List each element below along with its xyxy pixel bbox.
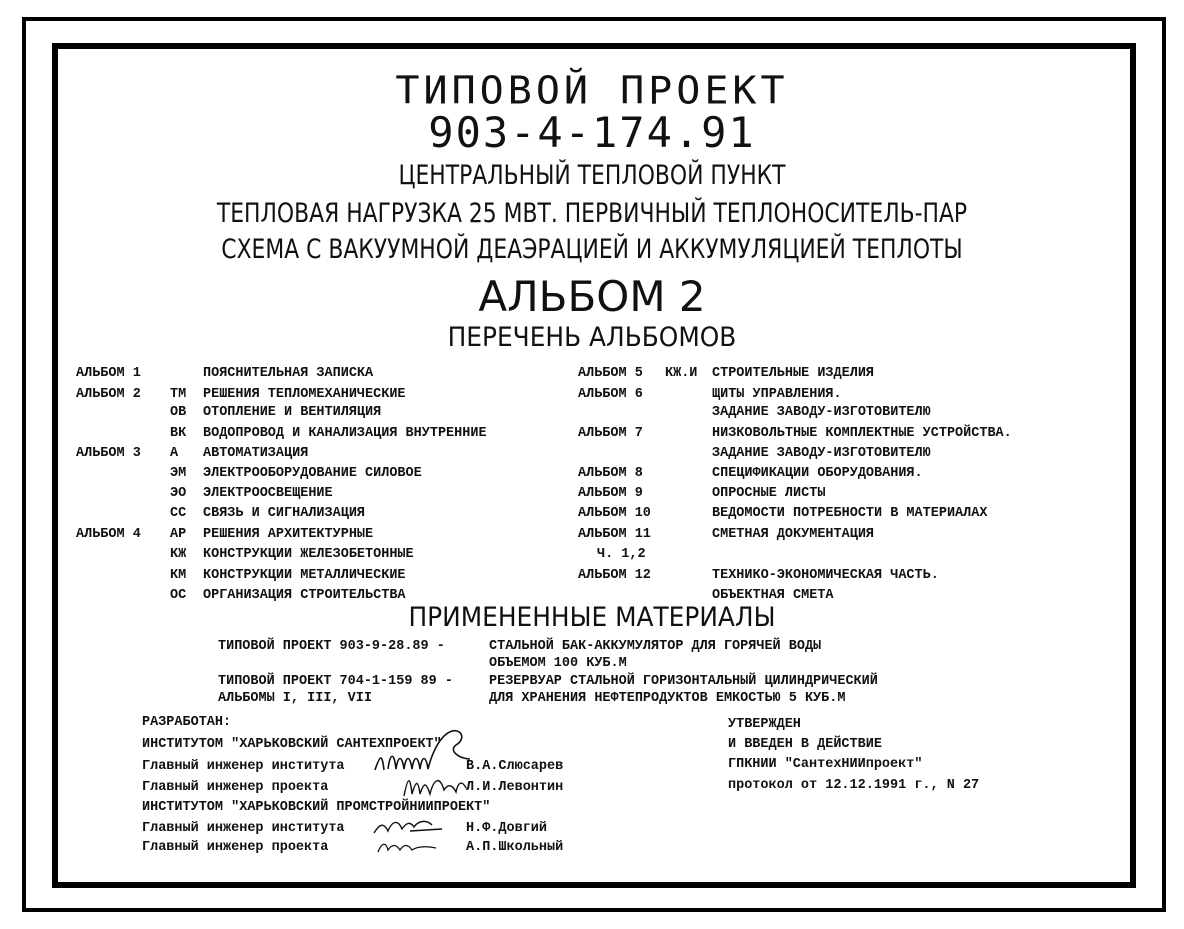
signature-shkolny-image <box>374 836 444 858</box>
role-chief-project-1: Главный инженер проекта <box>142 780 329 795</box>
right-album-title: ЩИТЫ УПРАВЛЕНИЯ. <box>712 387 842 402</box>
left-album-code: КМ <box>170 568 187 583</box>
right-album-title: ОБЪЕКТНАЯ СМЕТА <box>712 588 834 603</box>
right-album-label: Ч. 1,2 <box>597 547 646 562</box>
left-album-title: ПОЯСНИТЕЛЬНАЯ ЗАПИСКА <box>203 366 374 381</box>
left-album-title: РЕШЕНИЯ ТЕПЛОМЕХАНИЧЕСКИЕ <box>203 387 406 402</box>
developed-label: РАЗРАБОТАН: <box>142 715 232 730</box>
right-album-label: АЛЬБОМ 9 <box>578 486 643 501</box>
left-album-title: КОНСТРУКЦИИ МЕТАЛЛИЧЕСКИЕ <box>203 568 406 583</box>
approved-line-3: ГПКНИИ "СантехНИИпроект" <box>728 757 923 772</box>
left-album-title: СВЯЗЬ И СИГНАЛИЗАЦИЯ <box>203 506 366 521</box>
right-album-label: АЛЬБОМ 8 <box>578 466 643 481</box>
left-album-code: КЖ <box>170 547 187 562</box>
left-album-title: ЭЛЕКТРООСВЕЩЕНИЕ <box>203 486 333 501</box>
left-album-title: РЕШЕНИЯ АРХИТЕКТУРНЫЕ <box>203 527 374 542</box>
left-album-title: ВОДОПРОВОД И КАНАЛИЗАЦИЯ ВНУТРЕННИЕ <box>203 426 487 441</box>
right-album-title: НИЗКОВОЛЬТНЫЕ КОМПЛЕКТНЫЕ УСТРОЙСТВА. <box>712 426 1012 441</box>
left-album-title: ОТОПЛЕНИЕ И ВЕНТИЛЯЦИЯ <box>203 405 382 420</box>
albums-list-heading: ПЕРЕЧЕНЬ АЛЬБОМОВ <box>447 322 737 353</box>
album-title: АЛЬБОМ 2 <box>478 272 706 321</box>
right-album-label: АЛЬБОМ 10 <box>578 506 651 521</box>
role-chief-institute-2: Главный инженер института <box>142 821 345 836</box>
subtitle-line-3: СХЕМА С ВАКУУМНОЙ ДЕАЭРАЦИЕЙ И АККУМУЛЯЦИЕЙ ТЕПЛОТЫ <box>221 234 963 265</box>
right-album-label: АЛЬБОМ 7 <box>578 426 643 441</box>
subtitle-line-1: ЦЕНТРАЛЬНЫЙ ТЕПЛОВОЙ ПУНКТ <box>398 160 786 191</box>
right-album-label: АЛЬБОМ 5 <box>578 366 643 381</box>
right-album-title: ЗАДАНИЕ ЗАВОДУ-ИЗГОТОВИТЕЛЮ <box>712 405 931 420</box>
right-album-title: ОПРОСНЫЕ ЛИСТЫ <box>712 486 826 501</box>
name-dovgiy: Н.Ф.Довгий <box>466 821 548 836</box>
subtitle-line-2: ТЕПЛОВАЯ НАГРУЗКА 25 МВТ. ПЕРВИЧНЫЙ ТЕПЛОНОСИТЕЛЬ-ПАР <box>216 198 968 229</box>
material-2-desc-1: РЕЗЕРВУАР СТАЛЬНОЙ ГОРИЗОНТАЛЬНЫЙ ЦИЛИНДРИЧЕСКИЙ <box>489 674 878 689</box>
left-album-code: ЭМ <box>170 466 187 481</box>
left-album-code: СС <box>170 506 187 521</box>
left-album-title: АВТОМАТИЗАЦИЯ <box>203 446 309 461</box>
project-number: 903-4-174.91 <box>428 108 756 157</box>
left-album-code: ЭО <box>170 486 187 501</box>
material-2-project: ТИПОВОЙ ПРОЕКТ 704-1-159 89 - <box>218 674 453 689</box>
material-1-desc-2: ОБЪЕМОМ 100 КУБ.М <box>489 656 627 671</box>
left-album-code: ВК <box>170 426 187 441</box>
name-levontin: Л.И.Левонтин <box>466 780 564 795</box>
approved-line-2: И ВВЕДЕН В ДЕЙСТВИЕ <box>728 737 882 752</box>
material-2-albums: АЛЬБОМЫ I, III, VII <box>218 691 372 706</box>
left-album-label: АЛЬБОМ 3 <box>76 446 141 461</box>
signature-sliusarev-image <box>370 725 480 775</box>
name-shkolny: А.П.Школьный <box>466 840 564 855</box>
left-album-code: АР <box>170 527 187 542</box>
left-album-title: ЭЛЕКТРООБОРУДОВАНИЕ СИЛОВОЕ <box>203 466 422 481</box>
developer-org-1: ИНСТИТУТОМ "ХАРЬКОВСКИЙ САНТЕХПРОЕКТ" <box>142 737 442 752</box>
right-album-label: АЛЬБОМ 11 <box>578 527 651 542</box>
left-album-label: АЛЬБОМ 2 <box>76 387 141 402</box>
role-chief-institute-1: Главный инженер института <box>142 759 345 774</box>
left-album-title: КОНСТРУКЦИИ ЖЕЛЕЗОБЕТОННЫЕ <box>203 547 414 562</box>
approved-line-1: УТВЕРЖДЕН <box>728 717 801 732</box>
signature-levontin-image <box>400 770 470 800</box>
left-album-code: А <box>170 446 179 461</box>
right-album-title: СМЕТНАЯ ДОКУМЕНТАЦИЯ <box>712 527 875 542</box>
developer-org-2: ИНСТИТУТОМ "ХАРЬКОВСКИЙ ПРОМСТРОЙНИИПРОЕКТ" <box>142 800 491 815</box>
left-album-label: АЛЬБОМ 4 <box>76 527 141 542</box>
name-sliusarev: В.А.Слюсарев <box>466 759 564 774</box>
material-2-desc-2: ДЛЯ ХРАНЕНИЯ НЕФТЕПРОДУКТОВ ЕМКОСТЬЮ 5 КУБ.М <box>489 691 846 706</box>
left-album-code: ТМ <box>170 387 187 402</box>
approved-line-4: протокол от 12.12.1991 г., N 27 <box>728 778 980 793</box>
role-chief-project-2: Главный инженер проекта <box>142 840 329 855</box>
right-album-title: ЗАДАНИЕ ЗАВОДУ-ИЗГОТОВИТЕЛЮ <box>712 446 931 461</box>
material-1-project: ТИПОВОЙ ПРОЕКТ 903-9-28.89 - <box>218 639 445 654</box>
right-album-title: СТРОИТЕЛЬНЫЕ ИЗДЕЛИЯ <box>712 366 875 381</box>
left-album-code: ОС <box>170 588 187 603</box>
project-title: ТИПОВОЙ ПРОЕКТ <box>395 69 789 113</box>
material-1-desc-1: СТАЛЬНОЙ БАК-АККУМУЛЯТОР ДЛЯ ГОРЯЧЕЙ ВОДЫ <box>489 639 822 654</box>
left-album-title: ОРГАНИЗАЦИЯ СТРОИТЕЛЬСТВА <box>203 588 406 603</box>
right-album-title: ТЕХНИКО-ЭКОНОМИЧЕСКАЯ ЧАСТЬ. <box>712 568 939 583</box>
right-album-title: СПЕЦИФИКАЦИИ ОБОРУДОВАНИЯ. <box>712 466 923 481</box>
materials-heading: ПРИМЕНЕННЫЕ МАТЕРИАЛЫ <box>408 602 776 633</box>
left-album-code: ОВ <box>170 405 187 420</box>
right-album-label: АЛЬБОМ 12 <box>578 568 651 583</box>
right-album-label: АЛЬБОМ 6 <box>578 387 643 402</box>
left-album-label: АЛЬБОМ 1 <box>76 366 141 381</box>
right-album-title: ВЕДОМОСТИ ПОТРЕБНОСТИ В МАТЕРИАЛАХ <box>712 506 988 521</box>
right-album-code: КЖ.И <box>665 366 698 381</box>
